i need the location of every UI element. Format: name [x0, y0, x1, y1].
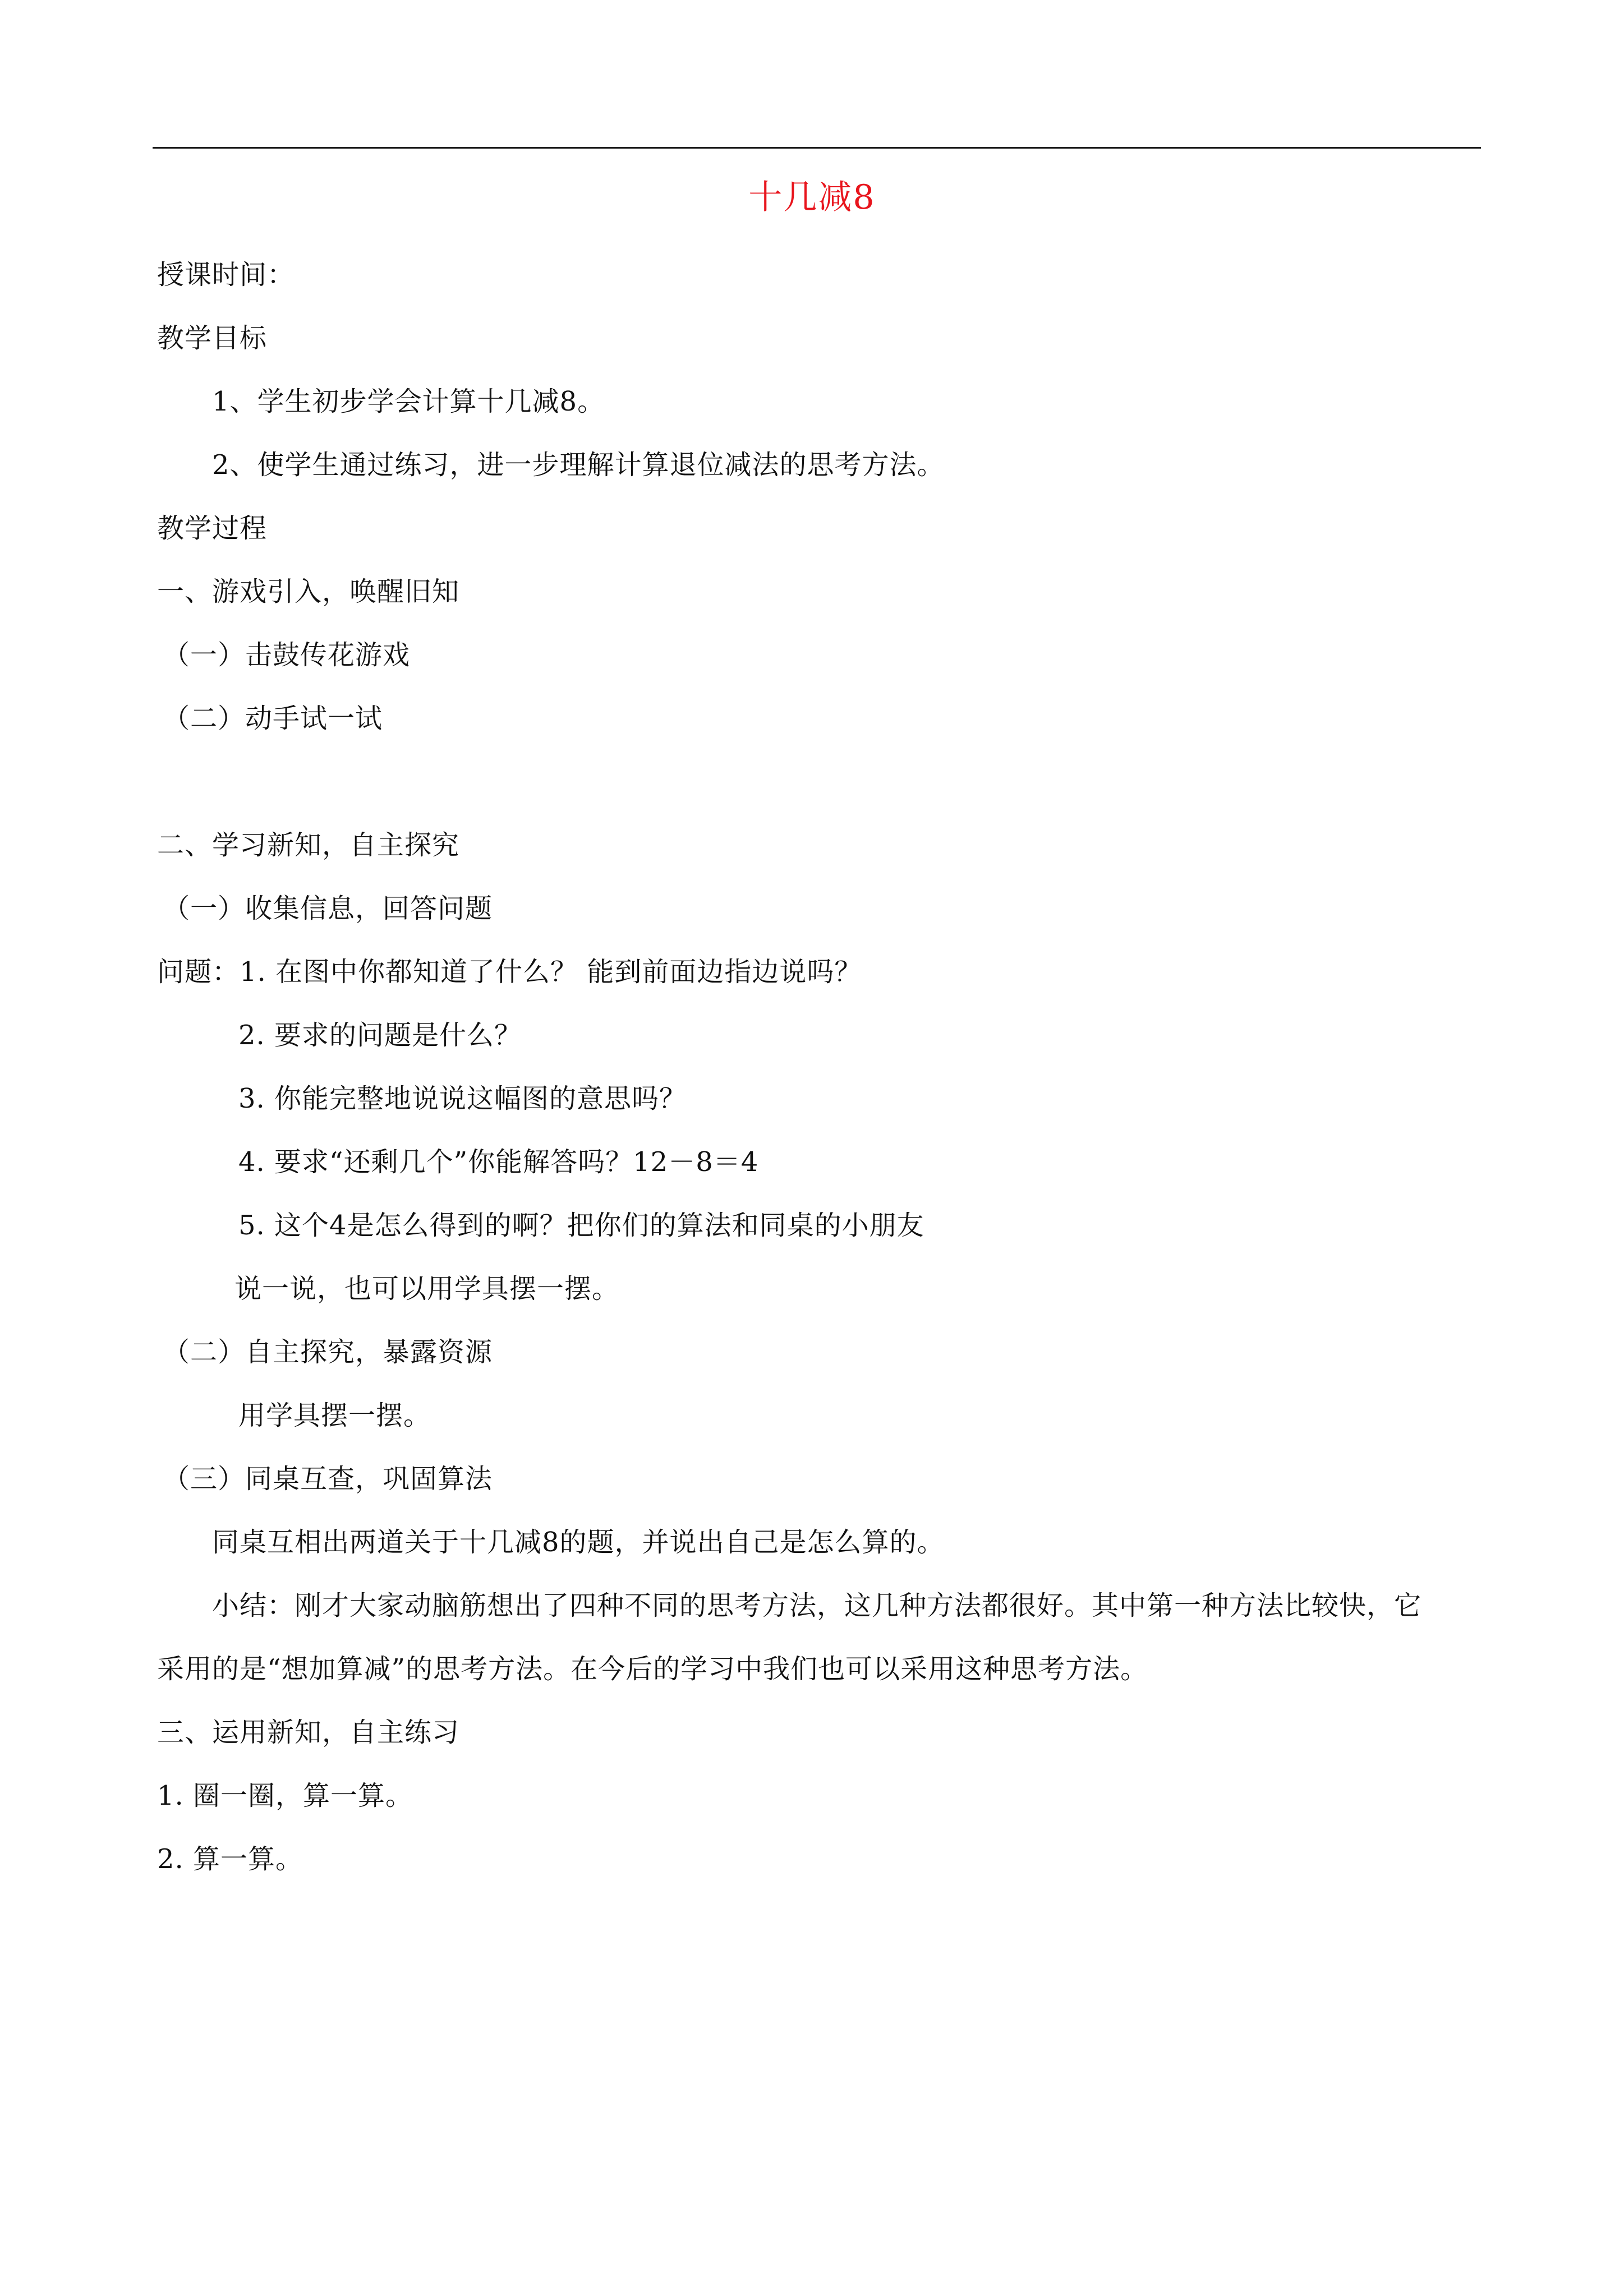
- line-goal-1: 1、学生初步学会计算十几减8。: [212, 386, 605, 417]
- line-teaching-process: 教学过程: [157, 513, 268, 544]
- line-question-5-cont: 说一说，也可以用学具摆一摆。: [234, 1273, 620, 1304]
- line-summary-cont: 采用的是“想加算减”的思考方法。在今后的学习中我们也可以采用这种思考方法。: [157, 1653, 1148, 1685]
- line-teaching-goals: 教学目标: [157, 322, 268, 354]
- line-exercise-2: 2. 算一算。: [157, 1843, 303, 1875]
- line-exercise-1: 1. 圈一圈，算一算。: [157, 1780, 413, 1811]
- line-question-1: 问题：1. 在图中你都知道了什么？ 能到前面边指边说吗？: [157, 956, 862, 988]
- line-section-1-item-1: （一）击鼓传花游戏: [163, 639, 411, 671]
- line-question-3: 3. 你能完整地说说这幅图的意思吗？: [238, 1083, 687, 1114]
- line-section-3: 三、运用新知，自主练习: [157, 1717, 460, 1748]
- document-title: 十几减8: [748, 178, 876, 217]
- line-section-2: 二、学习新知，自主探究: [157, 829, 460, 861]
- line-section-1: 一、游戏引入，唤醒旧知: [157, 576, 460, 607]
- line-question-5: 5. 这个4是怎么得到的啊？把你们的算法和同桌的小朋友: [238, 1210, 924, 1241]
- line-section-2-item-3: （三）同桌互查，巩固算法: [163, 1463, 493, 1495]
- line-question-2: 2. 要求的问题是什么？: [238, 1020, 522, 1051]
- line-section-1-item-2: （二）动手试一试: [163, 703, 383, 734]
- header-rule: [153, 147, 1481, 149]
- line-question-4: 4. 要求“还剩几个”你能解答吗？12－8＝4: [238, 1146, 759, 1178]
- line-section-2-item-3-text: 同桌互相出两道关于十几减8的题，并说出自己是怎么算的。: [212, 1527, 945, 1558]
- line-goal-2: 2、使学生通过练习，进一步理解计算退位减法的思考方法。: [212, 449, 945, 481]
- line-section-2-item-2: （二）自主探究，暴露资源: [163, 1336, 493, 1368]
- line-class-time: 授课时间：: [157, 259, 295, 291]
- line-section-2-item-1: （一）收集信息，回答问题: [163, 893, 493, 924]
- line-summary: 小结：刚才大家动脑筋想出了四种不同的思考方法，这几种方法都很好。其中第一种方法比较快，它: [212, 1590, 1422, 1621]
- line-section-2-item-2-text: 用学具摆一摆。: [238, 1400, 431, 1431]
